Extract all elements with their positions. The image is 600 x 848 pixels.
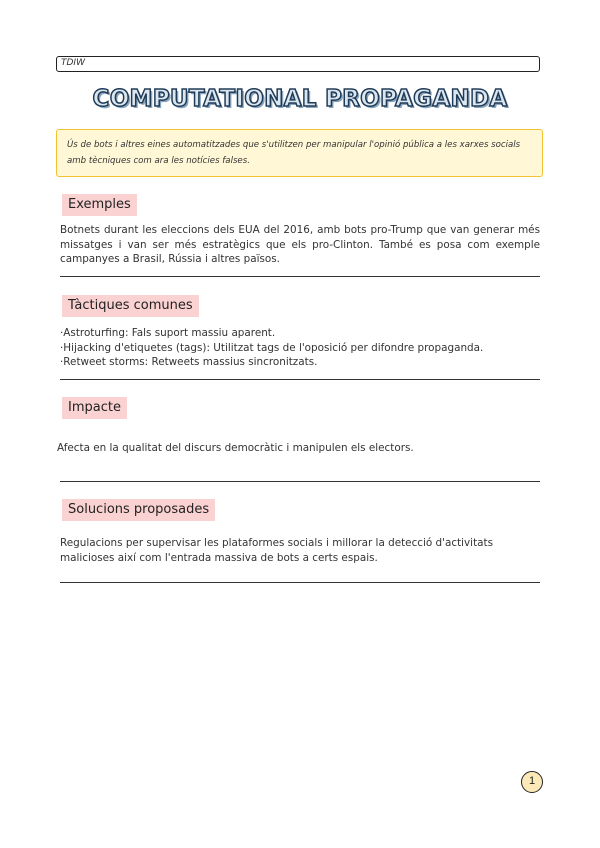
divider <box>60 276 540 277</box>
header-box <box>56 56 540 72</box>
divider <box>60 379 540 380</box>
list-item: ·Hijacking d'etiquetes (tags): Utilitzat tags de l'oposició per difondre propaganda. <box>60 341 484 354</box>
section-text-impacte: Afecta en la qualitat del discurs democràtic i manipulen els electors. <box>57 442 414 454</box>
section-text-exemples: Botnets durant les eleccions dels EUA del 2016, amb bots pro-Trump que van generar més missatges i van ser més estratègics que els pro-Clinton. També es posa com exemple campanyes a Brasil, Rússia i altres països. <box>60 224 540 265</box>
list-item: ·Retweet storms: Retweets massius sincronitzats. <box>60 356 318 368</box>
section-label-solucions: Solucions proposades <box>62 499 215 521</box>
divider <box>60 582 540 583</box>
header-tag: TDIW <box>61 58 85 68</box>
page-title: COMPUTATIONAL PROPAGANDA <box>92 86 508 112</box>
page-number: 1 <box>521 771 543 793</box>
definition-box: Ús de bots i altres eines automatitzades que s'utilitzen per manipular l'opinió pública a les xarxes socials amb tècniques com ara les notícies falses. <box>56 129 543 177</box>
section-label-tactiques: Tàctiques comunes <box>62 295 199 317</box>
section-text-solucions: Regulacions per supervisar les plataformes socials i millorar la detecció d'activitats malicioses així com l'entrada massiva de bots a certs espais. <box>60 537 494 564</box>
section-label-impacte: Impacte <box>62 397 127 419</box>
divider <box>60 481 540 482</box>
section-list-tactiques <box>60 326 540 370</box>
list-item: ·Astroturfing: Fals suport massiu aparent. <box>60 327 276 339</box>
section-label-exemples: Exemples <box>62 194 137 216</box>
